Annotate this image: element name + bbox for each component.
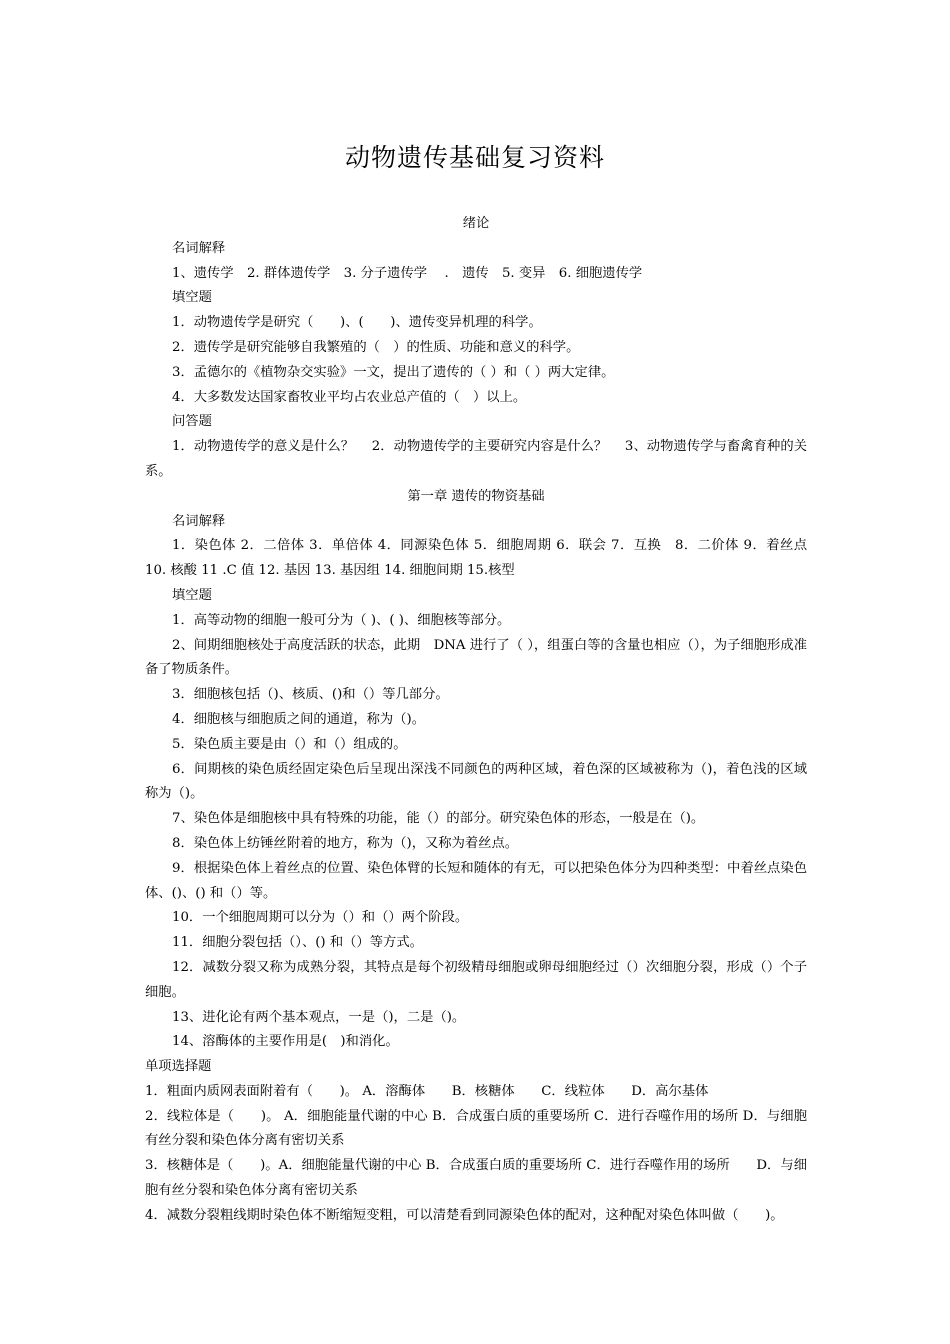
section-heading-chapter1: 第一章 遗传的物资基础: [407, 488, 545, 504]
section-heading-intro: 绪论: [462, 216, 490, 231]
choice-question: 1．粗面内质网表面附着有（ )。 A．溶酶体 B．核糖体 C．线粒体 D．高尔基体: [145, 1083, 709, 1099]
fill-question: 9．根据染色体上着丝点的位置、染色体臂的长短和随体的有无，可以把染色体分为四种类型：中着丝点染色体、()、() 和（）等。: [145, 860, 807, 901]
fill-question: 4．大多数发达国家畜牧业平均占农业总产值的（ ）以上。: [172, 389, 527, 405]
fill-question: 11．细胞分裂包括（）、() 和（）等方式。: [172, 935, 423, 951]
fill-question: 4．细胞核与细胞质之间的通道，称为（)。: [172, 711, 425, 727]
fill-question: 3．细胞核包括（)、核质、()和（）等几部分。: [172, 687, 449, 703]
fill-question: 1．高等动物的细胞一般可分为（ )、( )、细胞核等部分。: [172, 612, 511, 628]
choice-question: 4．减数分裂粗线期时染色体不断缩短变粗，可以清楚看到同源染色体的配对，这种配对染色体叫做（ )。: [145, 1207, 784, 1223]
fill-label: 填空题: [172, 587, 212, 603]
terms-list: 1．染色体 2．二倍体 3．单倍体 4．同源染色体 5．细胞周期 6．联会 7．互换 8．二价体 9．着丝点 10. 核酸 11 .C 值 12. 基因 13. 基因组 14. 细胞间期 15.核型: [145, 538, 807, 579]
qa-label: 问答题: [172, 414, 212, 430]
fill-question: 8．染色体上纺锤丝附着的地方，称为（)，又称为着丝点。: [172, 835, 519, 851]
fill-question: 2．遗传学是研究能够自我繁殖的（ ）的性质、功能和意义的科学。: [172, 339, 580, 355]
terms-label: 名词解释: [172, 513, 226, 529]
terms-label: 名词解释: [172, 240, 226, 256]
choice-question: 3．核糖体是（ )。A．细胞能量代谢的中心 B．合成蛋白质的重要场所 C．进行吞噬作用的场所 D．与细胞有丝分裂和染色体分离有密切关系: [145, 1158, 807, 1199]
fill-question: 7、染色体是细胞核中具有特殊的功能，能（）的部分。研究染色体的形态，一般是在（)。: [172, 811, 705, 827]
fill-question: 14、溶酶体的主要作用是( )和消化。: [172, 1034, 399, 1050]
fill-question: 10．一个细胞周期可以分为（）和（）两个阶段。: [172, 910, 469, 926]
fill-question: 2、间期细胞核处于高度活跃的状态，此期 DNA 进行了（ ），组蛋白等的含量也相应（），为子细胞形成准备了物质条件。: [145, 637, 807, 678]
fill-question: 13、进化论有两个基本观点，一是（)，二是（)。: [172, 1009, 466, 1025]
fill-question: 6．间期核的染色质经固定染色后呈现出深浅不同颜色的两种区域，着色深的区域被称为（)，着色浅的区域称为（)。: [145, 761, 807, 802]
document-title: 动物遗传基础复习资料: [344, 143, 605, 172]
fill-label: 填空题: [172, 290, 212, 306]
fill-question: 12．减数分裂又称为成熟分裂，其特点是每个初级精母细胞或卵母细胞经过（）次细胞分裂，形成（）个子细胞。: [145, 959, 807, 1000]
document-body: [145, 212, 807, 1229]
choice-label: 单项选择题: [145, 1059, 212, 1075]
choice-question: 2．线粒体是（ )。 A．细胞能量代谢的中心 B．合成蛋白质的重要场所 C．进行吞噬作用的场所 D．与细胞有丝分裂和染色体分离有密切关系: [145, 1108, 807, 1149]
fill-question: 5．染色质主要是由（）和（）组成的。: [172, 736, 407, 752]
fill-question: 1．动物遗传学是研究（ )、( )、遗传变异机理的科学。: [172, 315, 542, 331]
terms-list: 1、遗传学 2. 群体遗传学 3. 分子遗传学 . 遗传 5. 变异 6. 细胞遗传学: [172, 265, 643, 281]
qa-questions: 1．动物遗传学的意义是什么？ 2．动物遗传学的主要研究内容是什么？ 3、动物遗传学与畜禽育种的关系。: [145, 439, 807, 479]
fill-question: 3．孟德尔的《植物杂交实验》一文，提出了遗传的（ ）和（ ）两大定律。: [172, 364, 615, 380]
